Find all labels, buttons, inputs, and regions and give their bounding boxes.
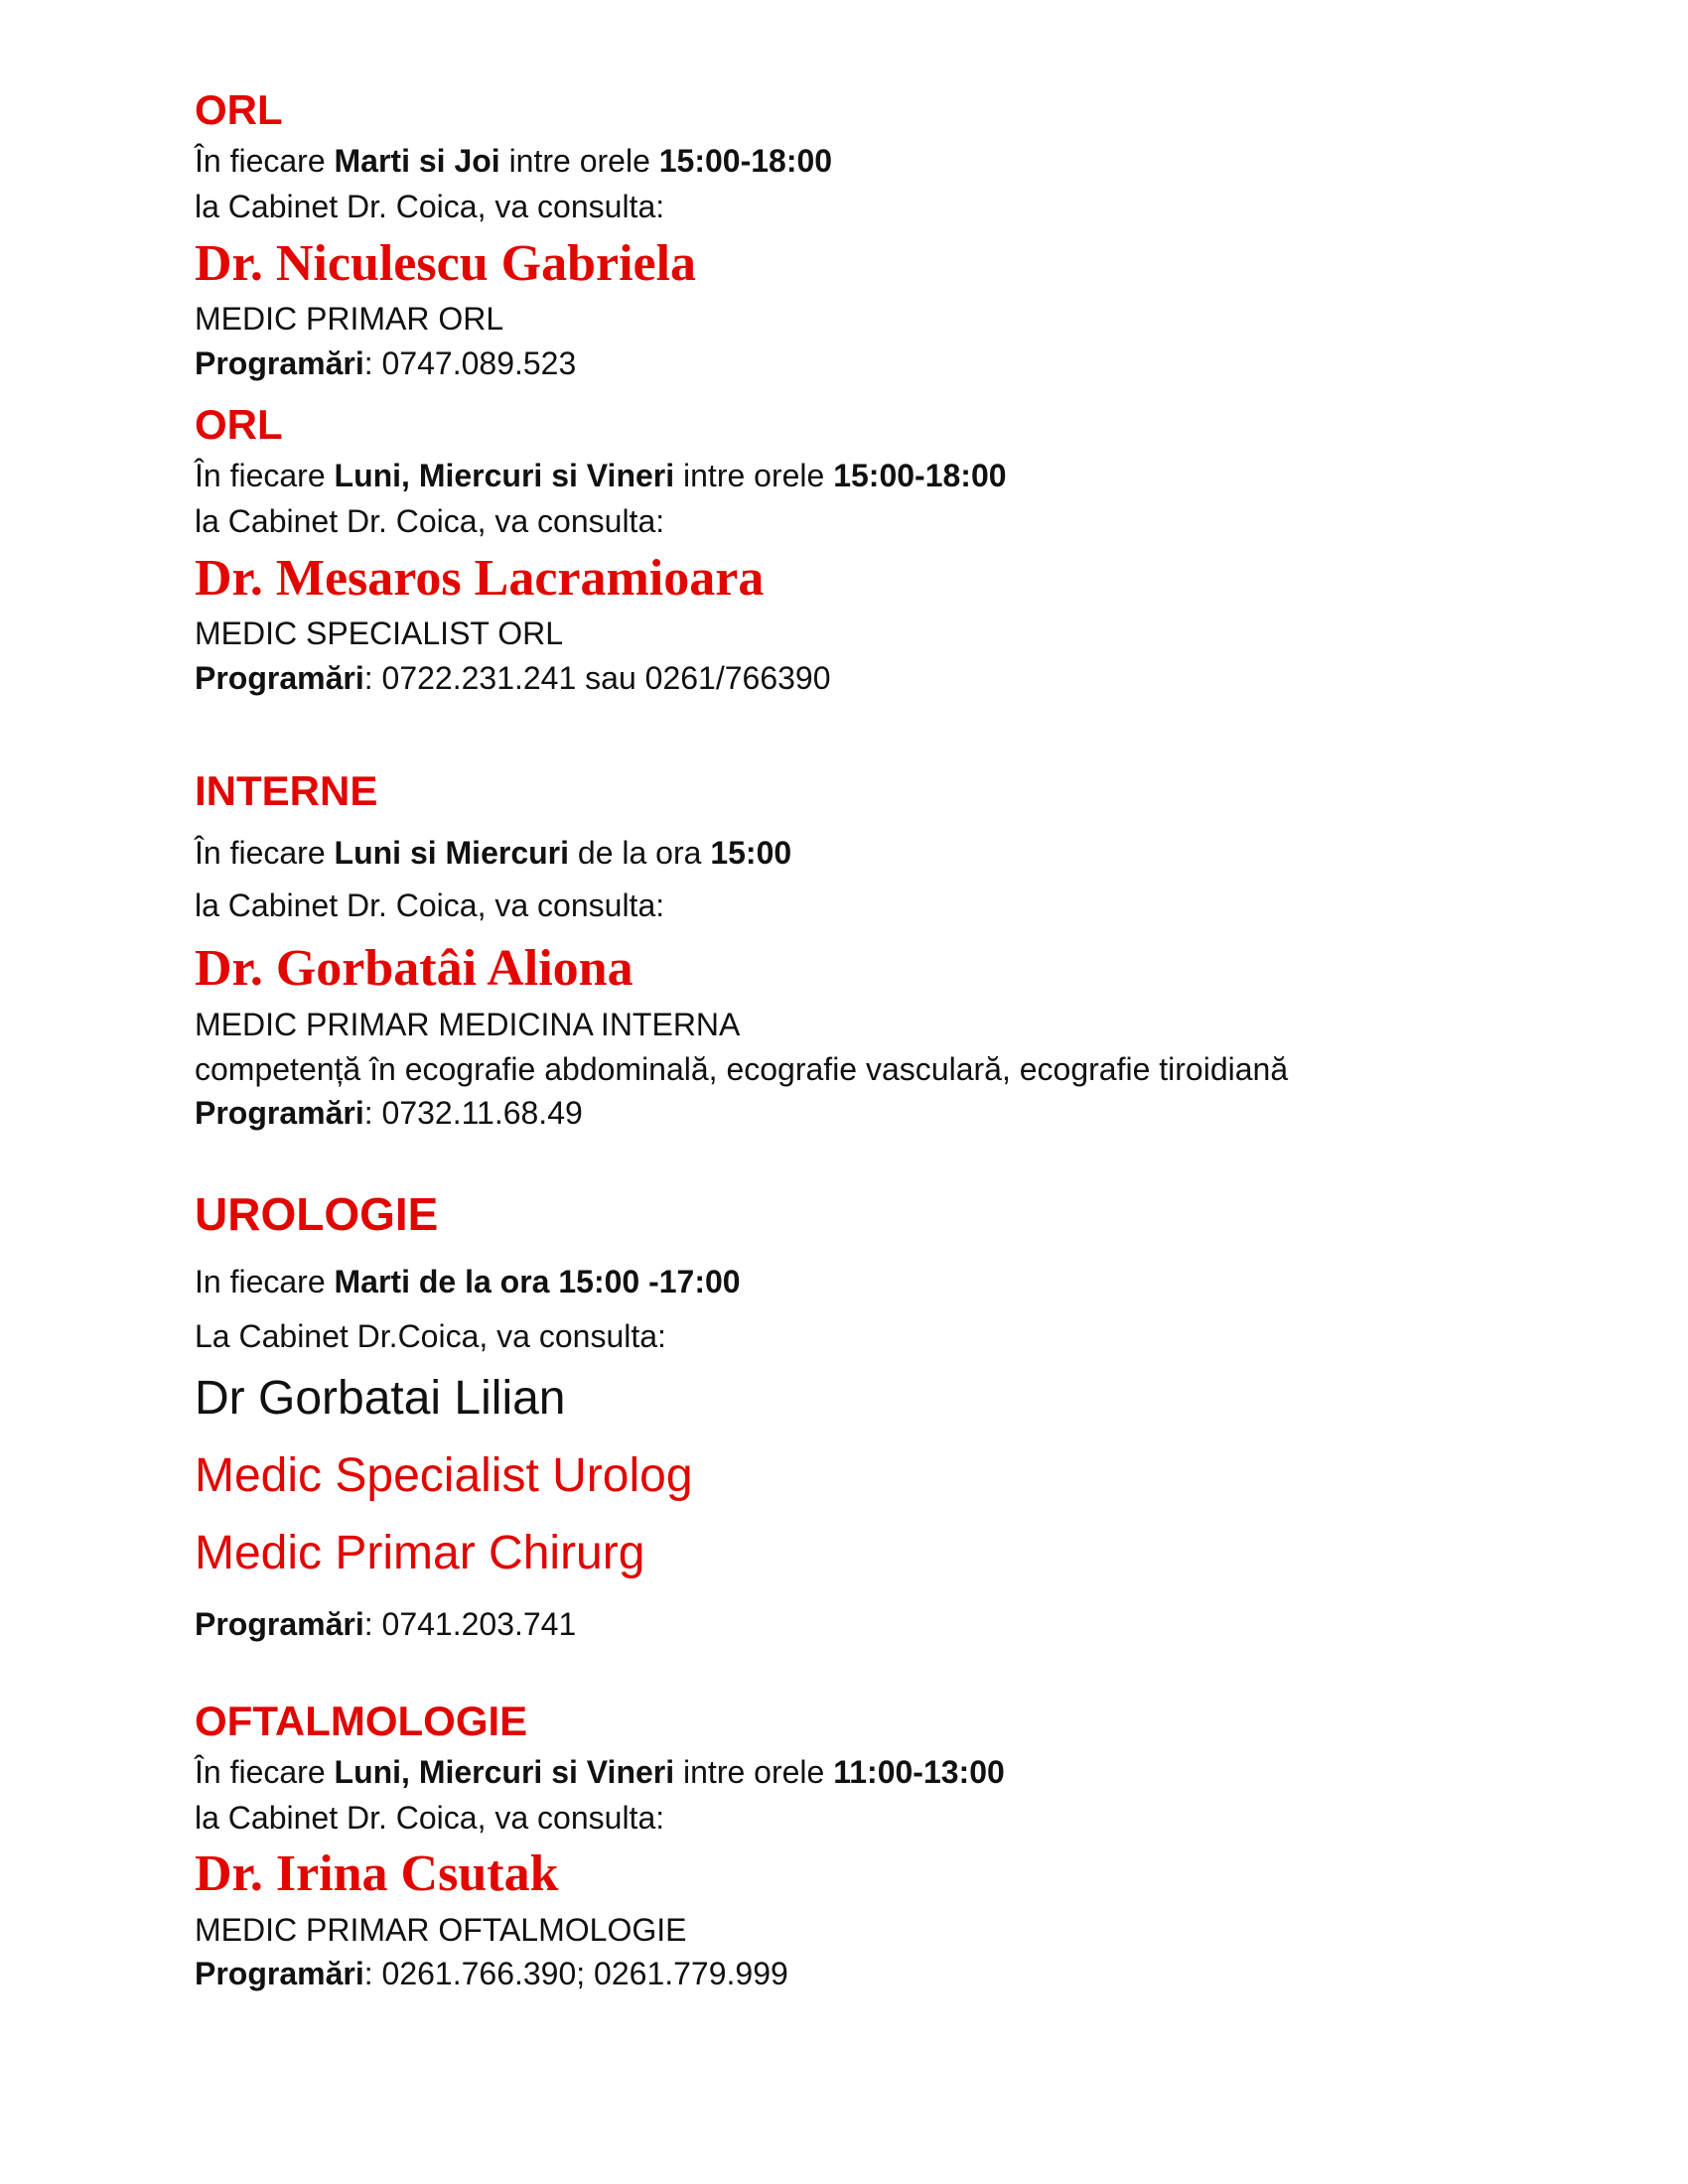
schedule-line: În fiecare Luni, Miercuri si Vineri intre orele 15:00-18:00 — [195, 458, 1007, 493]
location-line: la Cabinet Dr. Coica, va consulta: — [195, 189, 665, 224]
schedule-line: În fiecare Luni si Miercuri de la ora 15:00 — [195, 835, 792, 871]
location-line: la Cabinet Dr. Coica, va consulta: — [195, 503, 665, 539]
doctor-name: Dr. Gorbatâi Aliona — [195, 940, 633, 997]
location-line: la Cabinet Dr. Coica, va consulta: — [195, 1800, 665, 1836]
doctor-name: Dr Gorbatai Lilian — [195, 1372, 566, 1425]
section-title-orl-1: ORL — [195, 86, 283, 133]
doctor-role-primar: Medic Primar Chirurg — [195, 1527, 645, 1579]
schedule-line: In fiecare Marti de la ora 15:00 -17:00 — [195, 1264, 741, 1299]
section-title-orl-2: ORL — [195, 401, 283, 448]
location-line: la Cabinet Dr. Coica, va consulta: — [195, 887, 665, 923]
schedule-line: În fiecare Marti si Joi intre orele 15:00-18:00 — [195, 143, 833, 179]
appointments-line: Programări: 0732.11.68.49 — [195, 1095, 583, 1131]
section-title-oftalmologie: OFTALMOLOGIE — [195, 1698, 528, 1744]
section-title-interne: INTERNE — [195, 767, 378, 814]
doctor-role: MEDIC PRIMAR ORL — [195, 301, 504, 337]
appointments-line: Programări: 0261.766.390; 0261.779.999 — [195, 1956, 788, 1991]
doctor-name: Dr. Mesaros Lacramioara — [195, 550, 765, 607]
doctor-role: MEDIC PRIMAR OFTALMOLOGIE — [195, 1912, 687, 1948]
doctor-role-specialist: Medic Specialist Urolog — [195, 1449, 693, 1502]
section-title-urologie: UROLOGIE — [195, 1188, 439, 1240]
schedule-line: În fiecare Luni, Miercuri si Vineri intre orele 11:00-13:00 — [195, 1754, 1005, 1790]
doctor-role: MEDIC SPECIALIST ORL — [195, 615, 564, 651]
doctor-role: MEDIC PRIMAR MEDICINA INTERNA — [195, 1007, 741, 1042]
location-line: La Cabinet Dr.Coica, va consulta: — [195, 1318, 666, 1354]
appointments-line: Programări: 0747.089.523 — [195, 345, 577, 381]
doctor-name: Dr. Niculescu Gabriela — [195, 235, 697, 292]
doctor-name: Dr. Irina Csutak — [195, 1845, 559, 1902]
appointments-line: Programări: 0741.203.741 — [195, 1606, 577, 1642]
appointments-line: Programări: 0722.231.241 sau 0261/766390 — [195, 660, 831, 696]
doctor-competence: competență în ecografie abdominală, ecografie vasculară, ecografie tiroidiană — [195, 1051, 1289, 1087]
